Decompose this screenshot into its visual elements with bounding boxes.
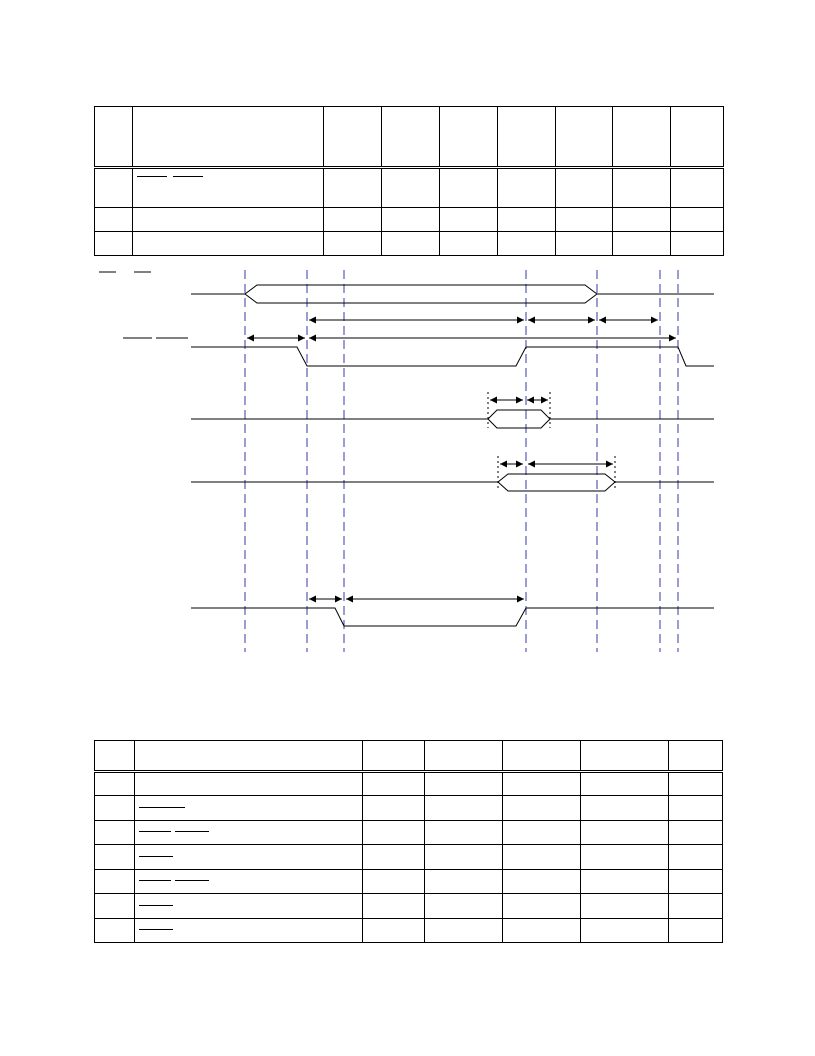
table-cell <box>671 168 724 208</box>
table-row <box>95 821 723 845</box>
table-cell <box>669 845 723 870</box>
table-cell <box>95 821 135 845</box>
table-cell <box>95 772 135 796</box>
timing-diagram <box>0 262 815 662</box>
header-cell <box>503 741 581 772</box>
table-row <box>95 919 723 943</box>
table-cell <box>425 845 503 870</box>
table-cell <box>581 919 669 943</box>
header-cell <box>669 741 723 772</box>
waveforms <box>191 285 714 626</box>
table-row <box>95 796 723 821</box>
header-cell <box>581 741 669 772</box>
table-cell <box>133 208 324 232</box>
table-cell <box>95 232 133 256</box>
table-cell <box>425 894 503 919</box>
table-cell <box>613 208 671 232</box>
table-cell <box>581 894 669 919</box>
header-cell <box>498 107 556 168</box>
table-cell <box>363 796 425 821</box>
table-row <box>95 894 723 919</box>
table-cell <box>440 232 498 256</box>
overbar-mark <box>139 807 185 808</box>
table-cell <box>581 845 669 870</box>
table-row <box>95 232 724 256</box>
table-cell <box>324 168 382 208</box>
timing-parameter-table-top <box>94 106 724 256</box>
table-cell <box>363 894 425 919</box>
header-cell <box>135 741 363 772</box>
table-cell <box>363 821 425 845</box>
table-cell <box>503 845 581 870</box>
table-cell <box>669 919 723 943</box>
waveform-data-out <box>191 410 714 428</box>
table-row <box>95 208 724 232</box>
table-cell <box>425 821 503 845</box>
header-cell <box>95 741 135 772</box>
table-cell <box>669 772 723 796</box>
table-cell <box>133 232 324 256</box>
table-cell <box>95 870 135 894</box>
table-cell <box>135 772 363 796</box>
waveform-data-in <box>191 474 714 491</box>
header-cell <box>556 107 613 168</box>
timing-arrows <box>247 320 676 599</box>
overbar-mark <box>139 905 173 906</box>
table-cell <box>135 919 363 943</box>
table-cell <box>363 845 425 870</box>
overbar-mark <box>139 880 171 881</box>
table-cell <box>581 772 669 796</box>
table-cell <box>503 821 581 845</box>
overbar-mark <box>137 176 167 177</box>
table-header-row <box>95 107 724 168</box>
table-cell <box>503 870 581 894</box>
header-cell <box>363 741 425 772</box>
table-cell <box>324 232 382 256</box>
table-cell <box>671 232 724 256</box>
table-cell <box>95 796 135 821</box>
table-cell <box>613 232 671 256</box>
table-cell <box>95 168 133 208</box>
table-cell <box>95 208 133 232</box>
table-cell <box>425 796 503 821</box>
reference-ticks <box>488 392 615 491</box>
header-cell <box>613 107 671 168</box>
header-cell <box>382 107 440 168</box>
header-cell <box>671 107 724 168</box>
table-cell <box>425 919 503 943</box>
table-cell <box>324 208 382 232</box>
overbar-mark <box>175 831 209 832</box>
table-cell <box>581 821 669 845</box>
table-cell <box>135 845 363 870</box>
table-cell <box>503 919 581 943</box>
signal-label-overbars <box>99 272 188 338</box>
table-header-row <box>95 741 723 772</box>
table-cell <box>669 821 723 845</box>
table-cell <box>382 168 440 208</box>
table-cell <box>95 919 135 943</box>
header-cell <box>133 107 324 168</box>
overbar-mark <box>173 176 203 177</box>
overbar-mark <box>139 929 173 930</box>
table-cell <box>556 168 613 208</box>
table-cell <box>382 208 440 232</box>
table-cell <box>503 894 581 919</box>
table-cell <box>363 919 425 943</box>
overbar-mark <box>175 880 209 881</box>
table-cell <box>581 796 669 821</box>
table-cell <box>498 232 556 256</box>
table-cell <box>363 772 425 796</box>
header-cell <box>425 741 503 772</box>
timing-parameter-table-bottom <box>94 740 723 943</box>
table-cell <box>440 168 498 208</box>
table-row <box>95 845 723 870</box>
waveform-address-bus <box>191 285 714 303</box>
table-cell <box>613 168 671 208</box>
table-cell <box>556 208 613 232</box>
table-cell <box>498 168 556 208</box>
table-cell <box>669 796 723 821</box>
waveform-chip-select <box>191 347 714 366</box>
table-cell <box>503 796 581 821</box>
header-cell <box>440 107 498 168</box>
overbar-mark <box>139 856 173 857</box>
table-cell <box>440 208 498 232</box>
table-cell <box>135 796 363 821</box>
table-cell <box>669 870 723 894</box>
overbar-mark <box>139 831 171 832</box>
header-cell <box>324 107 382 168</box>
table-cell <box>425 870 503 894</box>
table-cell <box>503 772 581 796</box>
table-row <box>95 168 724 208</box>
table-cell <box>95 845 135 870</box>
table-cell <box>135 894 363 919</box>
table-cell <box>363 870 425 894</box>
table-cell <box>95 894 135 919</box>
header-cell <box>95 107 133 168</box>
table-cell <box>498 208 556 232</box>
table-cell <box>669 894 723 919</box>
table-cell <box>581 870 669 894</box>
waveform-output-enable <box>191 608 714 626</box>
table-cell <box>382 232 440 256</box>
timing-guide-lines <box>245 270 678 652</box>
table-row <box>95 870 723 894</box>
table-cell <box>133 168 324 208</box>
table-cell <box>135 821 363 845</box>
table-cell <box>425 772 503 796</box>
table-cell <box>556 232 613 256</box>
table-cell <box>671 208 724 232</box>
table-cell <box>135 870 363 894</box>
table-row <box>95 772 723 796</box>
